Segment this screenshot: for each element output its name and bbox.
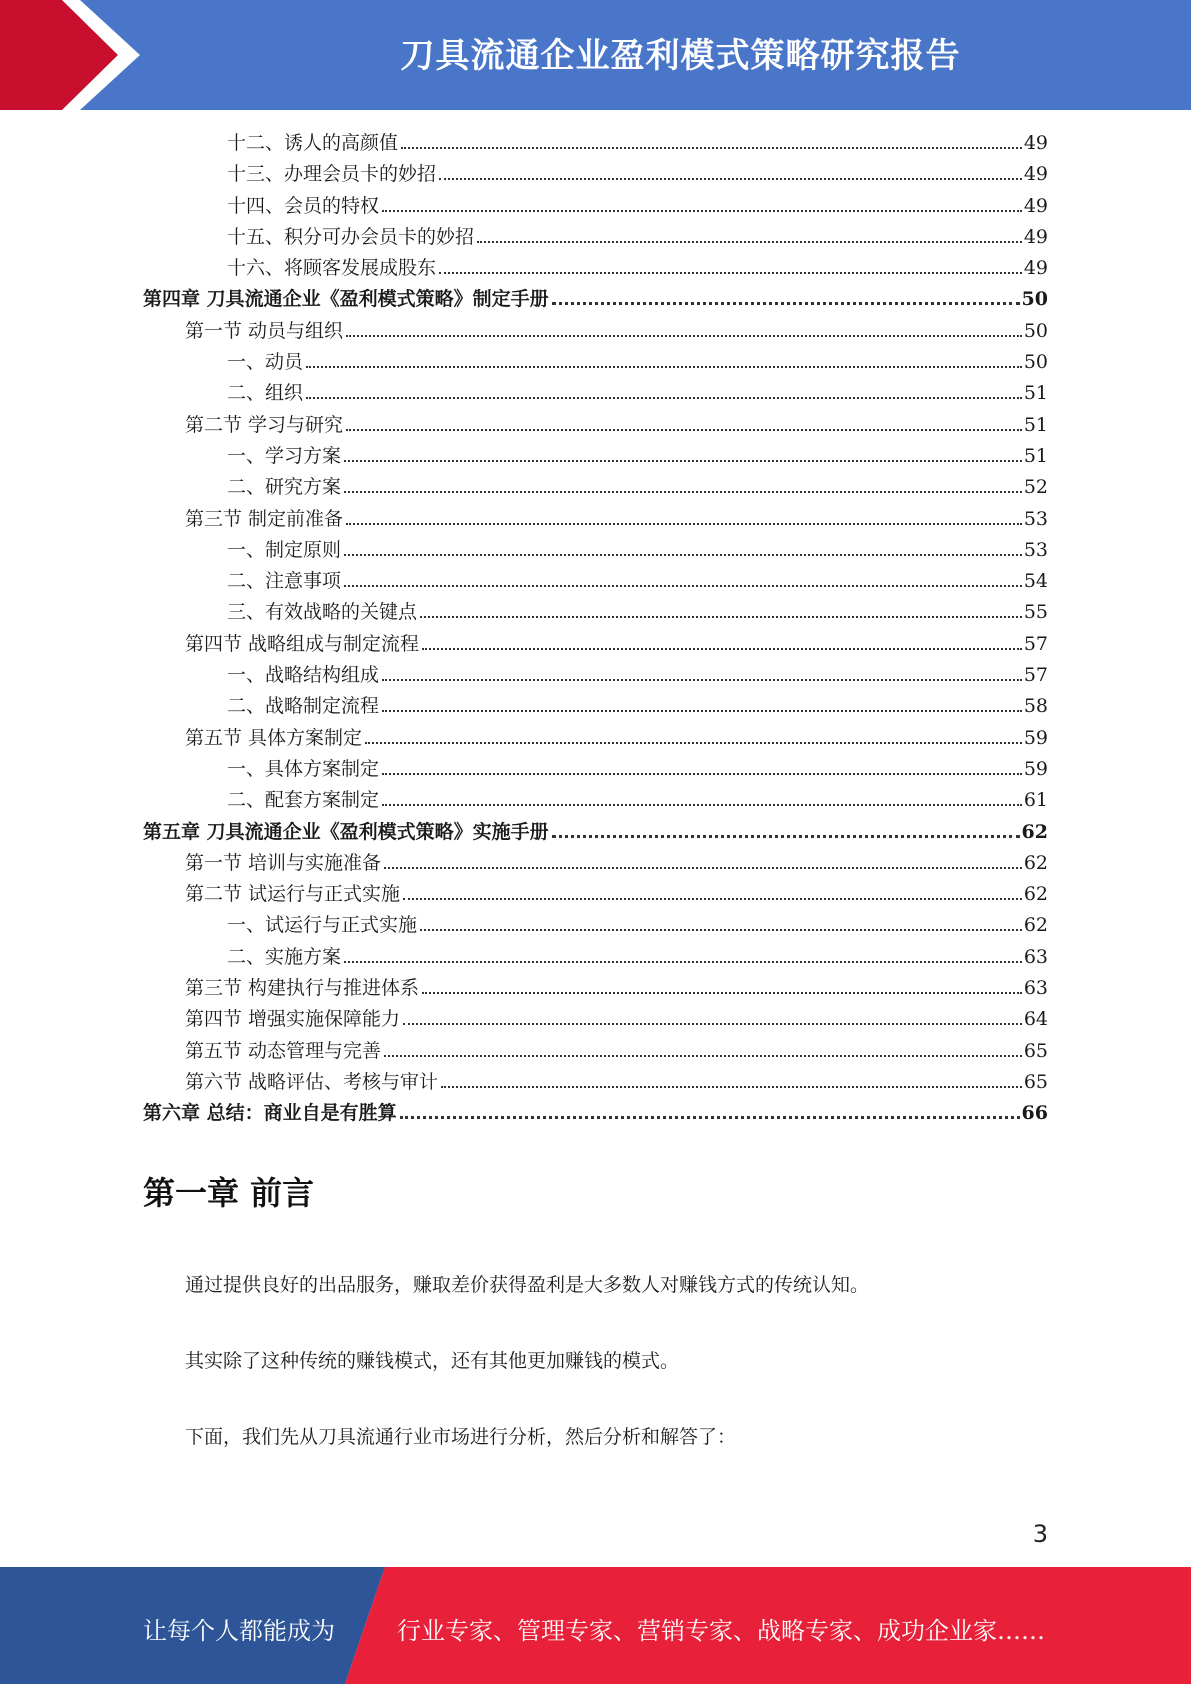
toc-entry-label: 十五、积分可办会员卡的妙招	[227, 225, 475, 248]
footer-slogan-left: 让每个人都能成为	[143, 1617, 335, 1645]
toc-subsection-entry[interactable]	[143, 191, 1048, 222]
toc-entry-page: 49	[1023, 194, 1048, 217]
toc-dot-leader	[420, 929, 1022, 931]
toc-entry-label: 第四章 刀具流通企业《盈利模式策略》制定手册	[143, 288, 549, 311]
toc-entry-page: 51	[1023, 444, 1048, 467]
toc-dot-leader	[552, 302, 1020, 305]
toc-entry-page: 59	[1023, 726, 1048, 749]
header-arrow-decoration	[0, 0, 150, 110]
toc-entry-label: 一、战略结构组成	[227, 664, 380, 687]
toc-entry-label: 一、学习方案	[227, 444, 342, 467]
toc-entry-label: 第三节 制定前准备	[185, 507, 344, 530]
toc-section-entry[interactable]	[143, 723, 1048, 754]
toc-dot-leader	[365, 742, 1022, 744]
toc-entry-label: 二、配套方案制定	[227, 789, 380, 812]
toc-entry-page: 55	[1023, 601, 1048, 624]
toc-dot-leader	[403, 1023, 1022, 1025]
toc-dot-leader	[403, 898, 1022, 900]
toc-entry-label: 第四节 战略组成与制定流程	[185, 632, 420, 655]
toc-section-entry[interactable]	[143, 629, 1048, 660]
toc-entry-label: 二、注意事项	[227, 570, 342, 593]
toc-entry-page: 62	[1023, 914, 1048, 937]
toc-subsection-entry[interactable]	[143, 660, 1048, 691]
toc-dot-leader	[477, 241, 1022, 243]
toc-entry-label: 第五节 具体方案制定	[185, 726, 363, 749]
toc-subsection-entry[interactable]	[143, 128, 1048, 159]
toc-dot-leader	[420, 616, 1022, 618]
toc-dot-leader	[344, 554, 1022, 556]
toc-entry-page: 62	[1023, 883, 1048, 906]
body-paragraph: 通过提供良好的出品服务，赚取差价获得盈利是大多数人对赚钱方式的传统认知。	[185, 1274, 870, 1296]
toc-dot-leader	[382, 773, 1022, 775]
toc-entry-page: 50	[1023, 319, 1048, 342]
page-header	[0, 0, 1191, 110]
toc-entry-label: 第一节 培训与实施准备	[185, 851, 382, 874]
toc-dot-leader	[400, 1116, 1020, 1119]
toc-subsection-entry[interactable]	[143, 566, 1048, 597]
toc-entry-label: 一、动员	[227, 351, 304, 374]
toc-dot-leader	[552, 835, 1020, 838]
body-paragraph: 下面，我们先从刀具流通行业市场进行分析，然后分析和解答了：	[185, 1426, 737, 1448]
toc-entry-page: 59	[1023, 757, 1048, 780]
toc-dot-leader	[344, 491, 1022, 493]
toc-entry-page: 49	[1023, 225, 1048, 248]
toc-subsection-entry[interactable]	[143, 222, 1048, 253]
toc-entry-label: 一、制定原则	[227, 538, 342, 561]
toc-entry-label: 十二、诱人的高颜值	[227, 132, 399, 154]
toc-dot-leader	[346, 523, 1022, 525]
toc-entry-page: 50	[1021, 288, 1048, 311]
toc-entry-page: 64	[1023, 1008, 1048, 1031]
toc-entry-page: 65	[1023, 1039, 1048, 1062]
toc-entry-page: 52	[1023, 476, 1048, 499]
toc-entry-label: 第五节 动态管理与完善	[185, 1039, 382, 1062]
toc-dot-leader	[346, 335, 1022, 337]
toc-entry-page: 51	[1023, 413, 1048, 436]
toc-subsection-entry[interactable]	[143, 378, 1048, 409]
toc-dot-leader	[346, 429, 1022, 431]
toc-subsection-entry[interactable]	[143, 472, 1048, 503]
toc-dot-leader	[384, 867, 1022, 869]
toc-entry-label: 第六章 总结：商业自是有胜算	[143, 1102, 397, 1125]
toc-dot-leader	[439, 272, 1022, 274]
toc-entry-label: 三、有效战略的关键点	[227, 601, 418, 624]
page-number: 3	[1032, 1520, 1048, 1548]
toc-entry-label: 第四节 增强实施保障能力	[185, 1008, 401, 1031]
toc-entry-page: 50	[1023, 351, 1048, 374]
toc-subsection-entry[interactable]	[143, 910, 1048, 941]
toc-section-entry[interactable]	[143, 1067, 1048, 1098]
toc-entry-label: 一、具体方案制定	[227, 757, 380, 780]
toc-entry-page: 49	[1023, 257, 1048, 280]
toc-entry-label: 二、战略制定流程	[227, 695, 380, 718]
toc-subsection-entry[interactable]	[143, 253, 1048, 284]
toc-entry-page: 57	[1023, 632, 1048, 655]
toc-entry-page: 65	[1023, 1070, 1048, 1093]
toc-entry-page: 54	[1023, 570, 1048, 593]
toc-entry-page: 53	[1023, 538, 1048, 561]
toc-chapter-entry[interactable]	[143, 1098, 1048, 1129]
toc-entry-page: 62	[1021, 820, 1048, 843]
toc-subsection-entry[interactable]	[143, 754, 1048, 785]
table-of-contents	[143, 128, 1048, 1130]
footer-slogan-right: 行业专家、管理专家、营销专家、战略专家、成功企业家……	[397, 1617, 1045, 1645]
toc-dot-leader	[382, 679, 1022, 681]
page-footer	[0, 1567, 1191, 1684]
toc-entry-page: 57	[1023, 664, 1048, 687]
toc-entry-label: 二、组织	[227, 382, 304, 405]
toc-entry-page: 51	[1023, 382, 1048, 405]
toc-section-entry[interactable]	[143, 1004, 1048, 1035]
toc-dot-leader	[441, 1086, 1022, 1088]
toc-entry-page: 58	[1023, 695, 1048, 718]
toc-entry-label: 第三节 构建执行与推进体系	[185, 977, 420, 1000]
toc-chapter-entry[interactable]	[143, 817, 1048, 848]
toc-entry-page: 53	[1023, 507, 1048, 530]
document-title: 刀具流通企业盈利模式策略研究报告	[400, 36, 961, 76]
toc-dot-leader	[401, 147, 1022, 149]
toc-entry-label: 第二节 学习与研究	[185, 413, 344, 436]
toc-chapter-entry[interactable]	[143, 284, 1048, 315]
toc-section-entry[interactable]	[143, 316, 1048, 347]
toc-entry-label: 十四、会员的特权	[227, 194, 380, 217]
toc-section-entry[interactable]	[143, 879, 1048, 910]
toc-entry-page: 66	[1021, 1102, 1048, 1125]
toc-subsection-entry[interactable]	[143, 942, 1048, 973]
toc-entry-label: 二、研究方案	[227, 476, 342, 499]
toc-entry-label: 二、实施方案	[227, 945, 342, 968]
toc-dot-leader	[422, 992, 1022, 994]
toc-entry-page: 49	[1023, 163, 1048, 186]
toc-subsection-entry[interactable]	[143, 785, 1048, 816]
toc-section-entry[interactable]	[143, 410, 1048, 441]
toc-section-entry[interactable]	[143, 504, 1048, 535]
toc-dot-leader	[382, 210, 1022, 212]
toc-dot-leader	[384, 1055, 1022, 1057]
toc-dot-leader	[344, 961, 1022, 963]
toc-dot-leader	[306, 366, 1022, 368]
toc-section-entry[interactable]	[143, 973, 1048, 1004]
toc-entry-label: 十三、办理会员卡的妙招	[227, 163, 437, 186]
chapter-heading: 第一章 前言	[143, 1174, 315, 1212]
toc-dot-leader	[439, 178, 1022, 180]
toc-section-entry[interactable]	[143, 1036, 1048, 1067]
toc-entry-label: 第二节 试运行与正式实施	[185, 883, 401, 906]
toc-entry-page: 63	[1023, 977, 1048, 1000]
toc-subsection-entry[interactable]	[143, 597, 1048, 628]
toc-dot-leader	[382, 710, 1022, 712]
toc-subsection-entry[interactable]	[143, 691, 1048, 722]
toc-entry-label: 第六节 战略评估、考核与审计	[185, 1070, 439, 1093]
toc-dot-leader	[382, 804, 1022, 806]
toc-subsection-entry[interactable]	[143, 159, 1048, 190]
toc-dot-leader	[344, 585, 1022, 587]
toc-dot-leader	[422, 648, 1022, 650]
toc-section-entry[interactable]	[143, 848, 1048, 879]
toc-entry-label: 第五章 刀具流通企业《盈利模式策略》实施手册	[143, 820, 549, 843]
toc-entry-label: 第一节 动员与组织	[185, 319, 344, 342]
toc-dot-leader	[344, 460, 1022, 462]
toc-dot-leader	[306, 397, 1022, 399]
toc-subsection-entry[interactable]	[143, 441, 1048, 472]
toc-entry-page: 49	[1023, 132, 1048, 154]
toc-entry-page: 63	[1023, 945, 1048, 968]
toc-subsection-entry[interactable]	[143, 347, 1048, 378]
body-paragraph: 其实除了这种传统的赚钱模式，还有其他更加赚钱的模式。	[185, 1350, 680, 1372]
toc-entry-page: 61	[1023, 789, 1048, 812]
toc-entry-label: 十六、将顾客发展成股东	[227, 257, 437, 280]
toc-subsection-entry[interactable]	[143, 535, 1048, 566]
toc-entry-label: 一、试运行与正式实施	[227, 914, 418, 937]
toc-entry-page: 62	[1023, 851, 1048, 874]
